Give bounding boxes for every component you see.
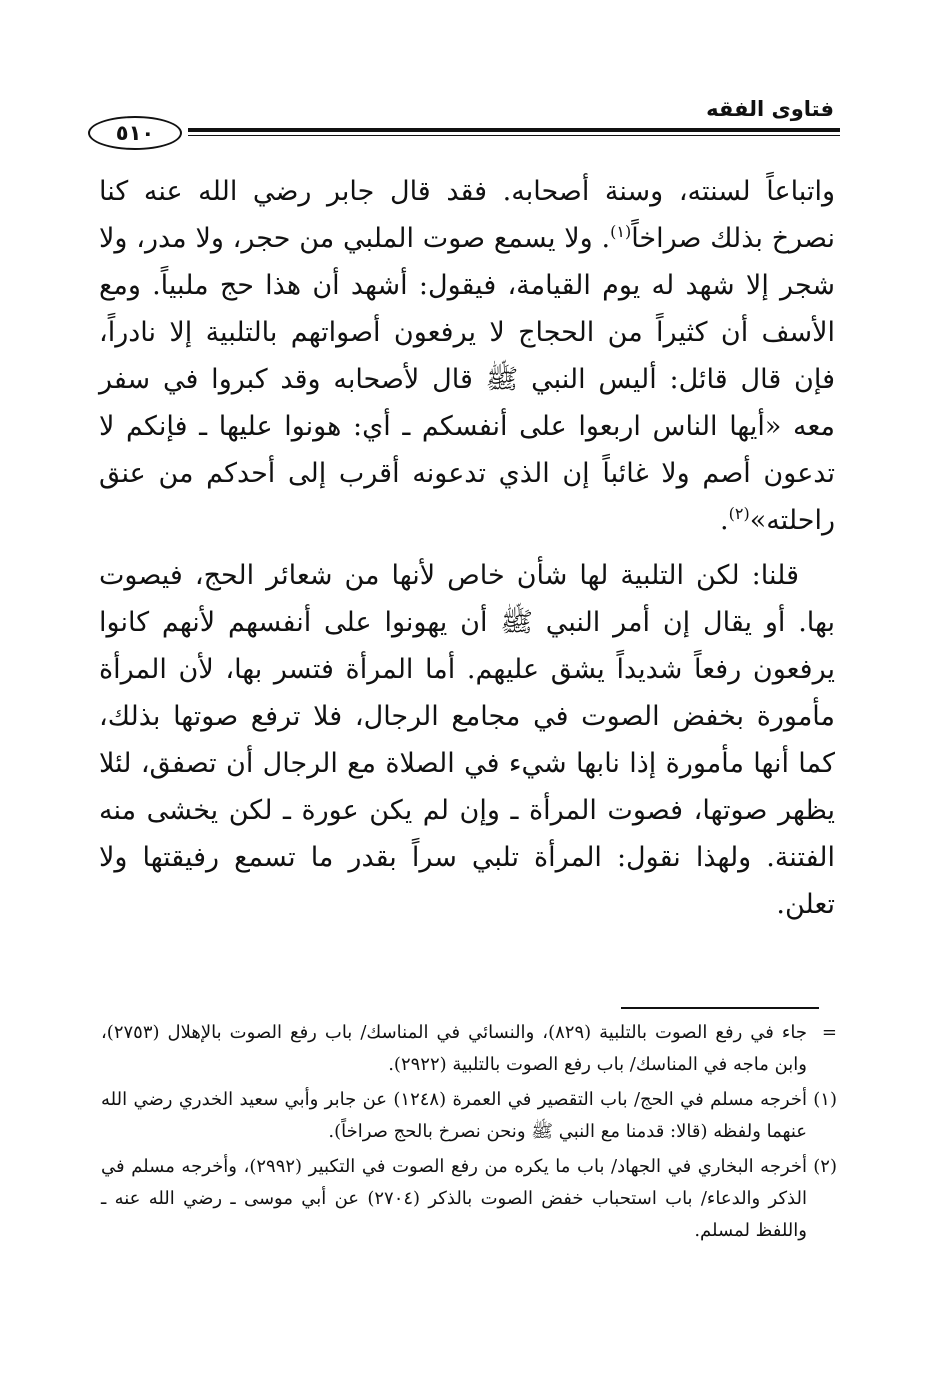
footnote-1 bbox=[101, 1084, 837, 1148]
footnote-text: أخرجه مسلم في الحج/ باب التقصير في العمرة (١٢٤٨) عن جابر وأبي سعيد الخدري رضي الله عنهما ولفظه (قالا: قدمنا مع النبي ﷺ ونحن نصرخ بالحج صراخاً). bbox=[101, 1089, 807, 1142]
footnote-ref-1[interactable]: (١) bbox=[610, 222, 632, 241]
running-title: فتاوى الفقه bbox=[706, 97, 834, 121]
footnote-2 bbox=[101, 1151, 837, 1247]
footnote-continuation bbox=[101, 1017, 837, 1081]
paragraph-1 bbox=[99, 168, 835, 544]
footnote-text: جاء في رفع الصوت بالتلبية (٨٢٩)، والنسائي في المناسك/ باب رفع الصوت بالإهلال (٢٧٥٣)، وابن ماجه في المناسك/ باب رفع الصوت بالتلبية (٢٩٢٢). bbox=[101, 1022, 807, 1075]
footnote-marker: (٢) bbox=[813, 1156, 837, 1177]
paragraph-1-text-c: . bbox=[720, 505, 729, 536]
footnote-marker: (١) bbox=[813, 1089, 837, 1110]
footnote-separator bbox=[621, 1007, 819, 1009]
header-rule-thick bbox=[188, 128, 840, 132]
paragraph-2: قلنا: لكن التلبية لها شأن خاص لأنها من شعائر الحج، فيصوت بها. أو يقال إن أمر النبي ﷺ أن يهونوا على أنفسهم لأنهم كانوا يرفعون رفعاً شديداً يشق عليهم. أما المرأة فتسر بها، لأن المرأة مأمورة بخفض الصوت في مجامع الرجال، فلا ترفع صوتها بذلك، كما أنها مأمورة إذا نابها شيء في الصلاة مع الرجال أن تصفق، لئلا يظهر صوتها، فصوت المرأة ـ وإن لم يكن عورة ـ لكن يخشى منه الفتنة. ولهذا نقول: المرأة تلبي سراً بقدر ما تسمع رفيقتها ولا تعلن. bbox=[99, 560, 835, 920]
page-number: ٥١٠ bbox=[88, 116, 182, 150]
footnotes bbox=[101, 1017, 837, 1250]
paragraph-1-text-a: واتباعاً لسنته، وسنة أصحابه. فقد قال جابر رضي الله عنه كنا نصرخ بذلك صراخاً bbox=[99, 176, 836, 254]
page-header bbox=[100, 92, 840, 154]
header-rule-thin bbox=[188, 135, 840, 136]
footnote-marker: = bbox=[821, 1022, 837, 1043]
paragraph-1-text-b: . ولا يسمع صوت الملبي من حجر، ولا مدر، ولا شجر إلا شهد له يوم القيامة، فيقول: أشهد أن هذا حج ملبياً. ومع الأسف أن كثيراً من الحجاج لا يرفعون أصواتهم بالتلبية إلا نادراً، فإن قال قائل: أليس النبي ﷺ قال لأصحابه وقد كبروا في سفر معه «أيها الناس اربعوا على أنفسكم ـ أي: هونوا عليها ـ فإنكم لا تدعون أصم ولا غائباً إن الذي تدعونه أقرب إلى أحدكم من عنق راحلته» bbox=[99, 223, 835, 536]
footnote-text: أخرجه البخاري في الجهاد/ باب ما يكره من رفع الصوت في التكبير (٢٩٩٢)، وأخرجه مسلم في الذكر والدعاء/ باب استحباب خفض الصوت بالذكر (٢٧٠٤) عن أبي موسى ـ رضي الله عنه ـ واللفظ لمسلم. bbox=[101, 1156, 808, 1241]
main-text bbox=[99, 168, 835, 928]
footnote-ref-2[interactable]: (٢) bbox=[728, 504, 750, 523]
